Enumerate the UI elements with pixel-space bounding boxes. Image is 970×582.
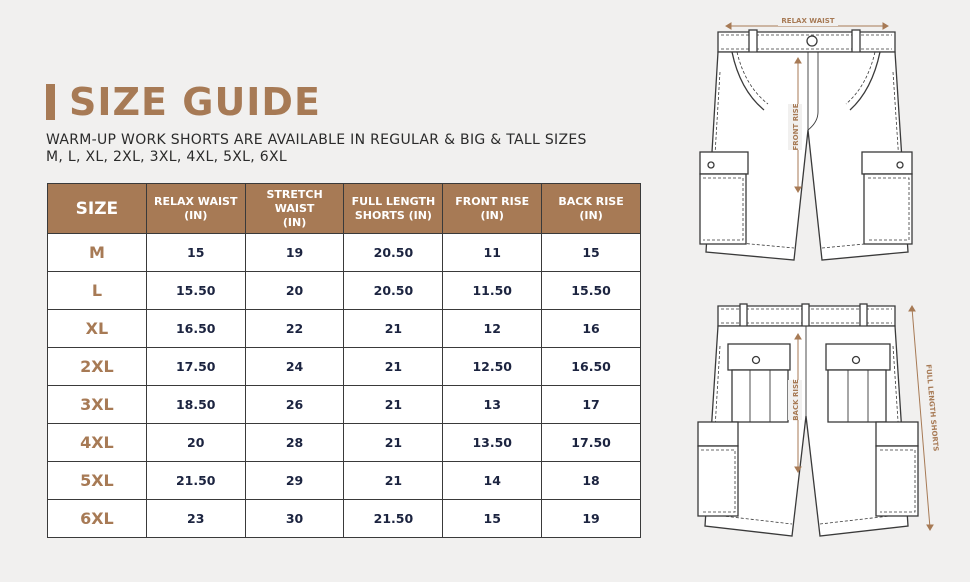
table-cell-front-rise: 12: [443, 310, 542, 348]
header-stretch-waist-line1: STRETCH WAIST: [266, 187, 323, 215]
table-cell-full-length: 21.50: [344, 500, 443, 538]
full-length-label: FULL LENGTH SHORTS: [924, 363, 940, 452]
table-cell-front-rise: 11: [443, 234, 542, 272]
table-cell-relax-waist: 15.50: [146, 272, 245, 310]
table-row: [48, 348, 641, 386]
relax-waist-label: RELAX WAIST: [781, 17, 835, 25]
table-cell-front-rise: 11.50: [443, 272, 542, 310]
table-cell-relax-waist: 23: [146, 500, 245, 538]
header-front-rise: [443, 184, 542, 234]
table-cell-stretch-waist: 20: [245, 272, 344, 310]
table-cell-stretch-waist: 30: [245, 500, 344, 538]
header-relax-waist-line2: (IN): [184, 208, 208, 222]
table-body: [48, 234, 641, 538]
table-cell-relax-waist: 17.50: [146, 348, 245, 386]
table-cell-back-rise: 18: [542, 462, 641, 500]
size-cell: 3XL: [48, 386, 147, 424]
header-full-length-line2: SHORTS (IN): [354, 208, 432, 222]
back-view-diagram: [690, 296, 950, 566]
table-cell-stretch-waist: 28: [245, 424, 344, 462]
table-row: [48, 424, 641, 462]
table-cell-stretch-waist: 22: [245, 310, 344, 348]
size-cell: M: [48, 234, 147, 272]
header-size: [48, 184, 147, 234]
table-cell-relax-waist: 16.50: [146, 310, 245, 348]
table-row: [48, 310, 641, 348]
table-cell-front-rise: 12.50: [443, 348, 542, 386]
size-cell: L: [48, 272, 147, 310]
header-back-rise-line1: BACK RISE: [558, 194, 624, 208]
table-cell-stretch-waist: 24: [245, 348, 344, 386]
table-row: [48, 462, 641, 500]
table-cell-full-length: 21: [344, 462, 443, 500]
header-relax-waist-line1: RELAX WAIST: [153, 194, 238, 208]
front-rise-label: FRONT RISE: [792, 103, 800, 151]
table-cell-back-rise: 15.50: [542, 272, 641, 310]
header-relax-waist: [146, 184, 245, 234]
table-cell-relax-waist: 21.50: [146, 462, 245, 500]
size-cell: 4XL: [48, 424, 147, 462]
title-block: [46, 80, 321, 124]
table-cell-stretch-waist: 26: [245, 386, 344, 424]
table-cell-front-rise: 13.50: [443, 424, 542, 462]
table-row: [48, 234, 641, 272]
table-row: [48, 500, 641, 538]
subtitle-line-1: WARM-UP WORK SHORTS ARE AVAILABLE IN REGULAR & BIG & TALL SIZES: [46, 132, 587, 148]
header-front-rise-line2: (IN): [480, 208, 504, 222]
table-cell-full-length: 21: [344, 310, 443, 348]
table-cell-back-rise: 19: [542, 500, 641, 538]
page-title: SIZE GUIDE: [69, 80, 321, 124]
header-back-rise-line2: (IN): [579, 208, 603, 222]
title-accent-bar: [46, 84, 55, 120]
front-view-diagram: [690, 12, 930, 274]
table-cell-stretch-waist: 29: [245, 462, 344, 500]
table-row: [48, 272, 641, 310]
table-cell-back-rise: 15: [542, 234, 641, 272]
size-cell: 5XL: [48, 462, 147, 500]
header-back-rise: [542, 184, 641, 234]
subtitle: [46, 132, 587, 166]
table-cell-back-rise: 16: [542, 310, 641, 348]
size-table: [47, 183, 641, 538]
header-full-length: [344, 184, 443, 234]
header-size-line1: SIZE: [75, 198, 119, 219]
table-cell-front-rise: 13: [443, 386, 542, 424]
table-cell-full-length: 20.50: [344, 234, 443, 272]
size-cell: XL: [48, 310, 147, 348]
header-stretch-waist-line2: (IN): [282, 215, 307, 229]
header-front-rise-line1: FRONT RISE: [455, 194, 530, 208]
size-cell: 2XL: [48, 348, 147, 386]
table-cell-back-rise: 17: [542, 386, 641, 424]
size-cell: 6XL: [48, 500, 147, 538]
table-cell-back-rise: 17.50: [542, 424, 641, 462]
table-cell-full-length: 21: [344, 348, 443, 386]
shorts-back-drawing: [690, 296, 950, 566]
header-stretch-waist: [245, 184, 344, 234]
table-cell-front-rise: 15: [443, 500, 542, 538]
table-cell-full-length: 21: [344, 386, 443, 424]
table-row: [48, 386, 641, 424]
table-cell-full-length: 21: [344, 424, 443, 462]
table-cell-relax-waist: 15: [146, 234, 245, 272]
table-cell-back-rise: 16.50: [542, 348, 641, 386]
table-cell-full-length: 20.50: [344, 272, 443, 310]
table-cell-relax-waist: 18.50: [146, 386, 245, 424]
table-cell-stretch-waist: 19: [245, 234, 344, 272]
table-header-row: [48, 184, 641, 234]
shorts-front-drawing: [690, 12, 930, 274]
back-rise-label: BACK RISE: [792, 379, 800, 421]
header-full-length-line1: FULL LENGTH: [351, 194, 436, 208]
subtitle-line-2: M, L, XL, 2XL, 3XL, 4XL, 5XL, 6XL: [46, 149, 287, 165]
table-cell-front-rise: 14: [443, 462, 542, 500]
table-cell-relax-waist: 20: [146, 424, 245, 462]
